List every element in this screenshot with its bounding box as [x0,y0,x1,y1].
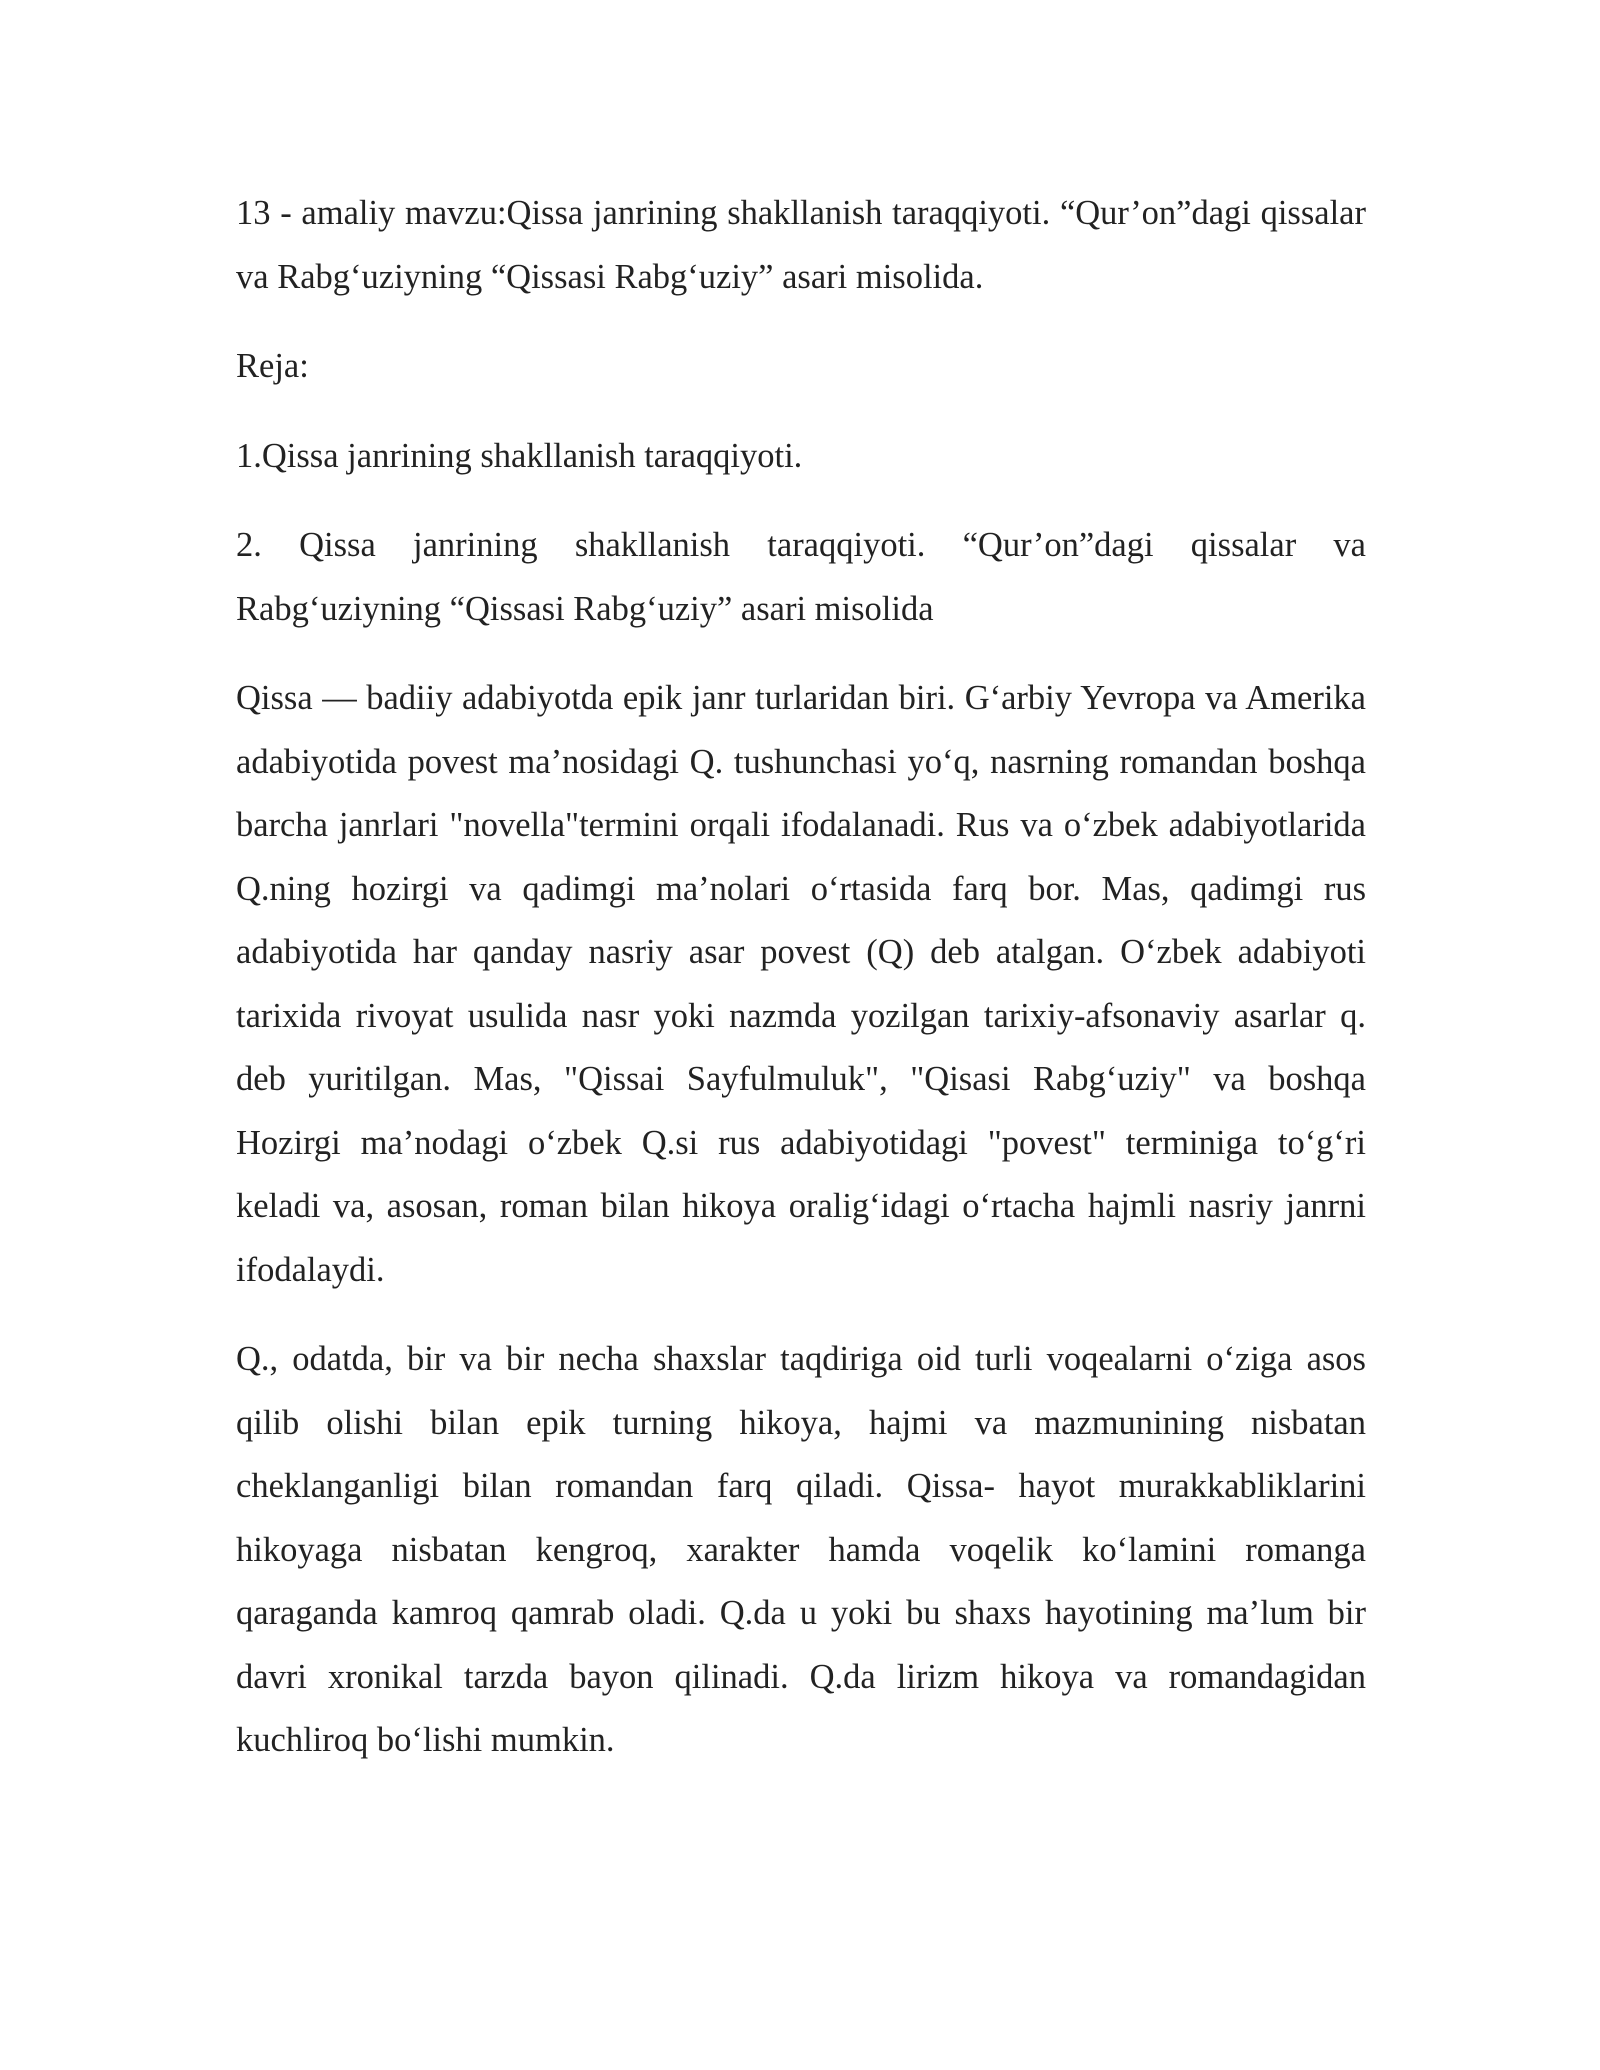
paragraph-definition: Qissa — badiiy adabiyotda epik janr turlaridan biri. G‘arbiy Yevropa va Amerika adabiyotida povest ma’nosidagi Q. tushunchasi yo‘q, nasrning romandan boshqa barcha janrlari "novella"termini orqali ifodalanadi. Rus va o‘zbek adabiyotlarida Q.ning hozirgi va qadimgi ma’nolari o‘rtasida farq bor. Mas, qadimgi rus adabiyotida har qanday nasriy asar povest (Q) deb atalgan. O‘zbek adabiyoti tarixida rivoyat usulida nasr yoki nazmda yozilgan tarixiy-afsonaviy asarlar q. deb yuritilgan. Mas, "Qissai Sayfulmuluk", "Qisasi Rabg‘uziy" va boshqa Hozirgi ma’nodagi o‘zbek Q.si rus adabiyotidagi "povest" terminiga to‘g‘ri keladi va, asosan, roman bilan hikoya oralig‘idagi o‘rtacha hajmli nasriy janrni ifodalaydi. [236,679,1366,1289]
plan-item-2: 2. Qissa janrining shakllanish taraqqiyoti. “Qur’on”dagi qissalar va Rabg‘uziyning “Qissasi Rabg‘uziy” asari misolida [236,526,1366,628]
plan-label: Reja: [236,347,309,385]
paragraph-characteristics: Q., odatda, bir va bir necha shaxslar taqdiriga oid turli voqealarni o‘ziga asos qilib olishi bilan epik turning hikoya, hajmi va mazmunining nisbatan cheklanganligi bilan romandan farq qiladi. Qissa- hayot murakkabliklarini hikoyaga nisbatan kengroq, xarakter hamda voqelik ko‘lamini romanga qaraganda kamroq qamrab oladi. Q.da u yoki bu shaxs hayotining ma’lum bir davri xronikal tarzda bayon qilinadi. Q.da lirizm hikoya va romandagidan kuchliroq bo‘lishi mumkin. [236,1340,1366,1759]
document-body [236,182,1366,1799]
document-title: 13 - amaliy mavzu:Qissa janrining shakllanish taraqqiyoti. “Qur’on”dagi qissalar va Rabg‘uziyning “Qissasi Rabg‘uziy” asari misolida. [236,194,1366,296]
plan-item-1: 1.Qissa janrining shakllanish taraqqiyoti. [236,436,803,475]
